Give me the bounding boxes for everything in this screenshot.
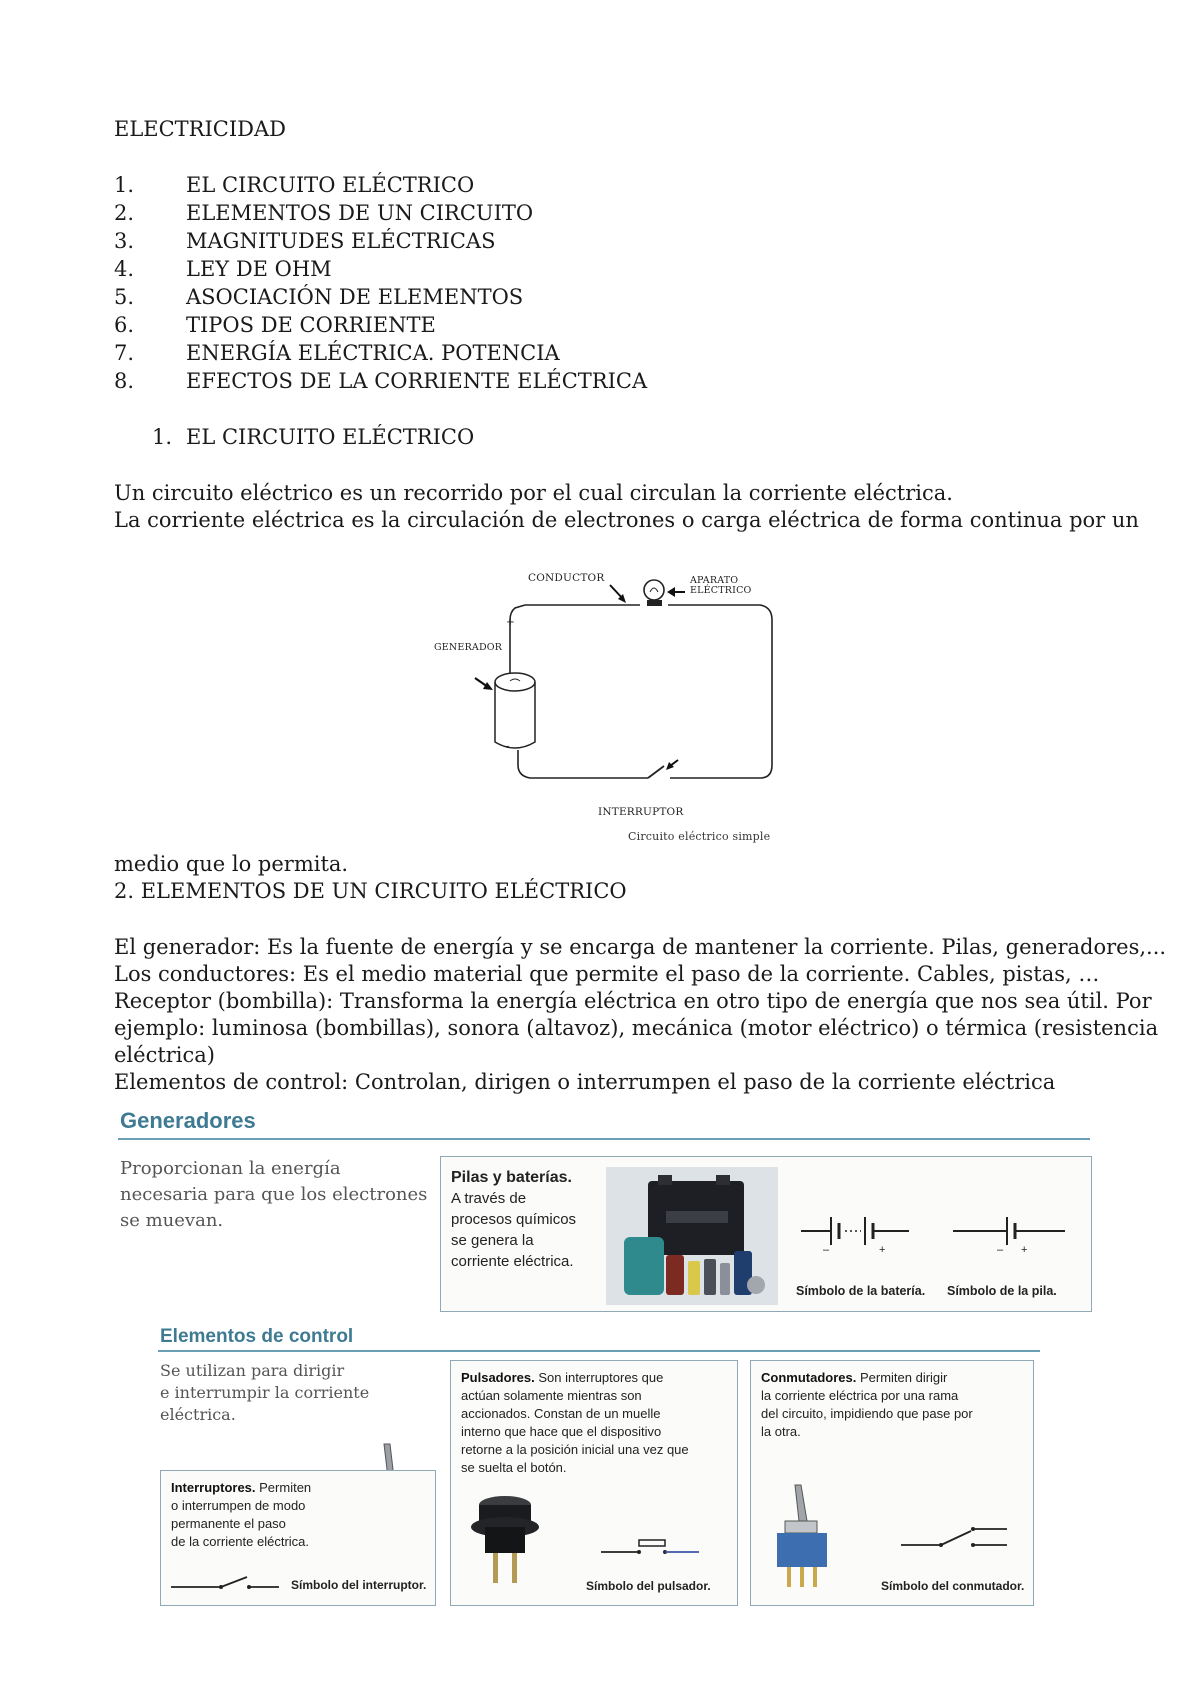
electrico-label: ELÉCTRICO [690, 585, 752, 596]
section2-line: El generador: Es la fuente de energía y se encarga de mantener la corriente. Pilas, generadores,... [114, 935, 1167, 959]
section1-paragraph: Un circuito eléctrico es un recorrido por el cual circulan la corriente eléctrica. [114, 481, 953, 505]
document-title: ELECTRICIDAD [114, 117, 286, 141]
pilas-title: Pilas y baterías. [451, 1169, 572, 1186]
pilas-line: A través de [451, 1190, 527, 1207]
pulsadores-line: Son interruptores que [538, 1370, 664, 1385]
toc-number: 7. [114, 341, 135, 365]
pulsadores-line: actúan solamente mientras son [461, 1388, 642, 1403]
svg-text:–: – [823, 1244, 830, 1256]
pulsadores-line: retorne a la posición inicial una vez que [461, 1442, 689, 1457]
toc-number: 6. [114, 313, 135, 337]
battery-symbol [801, 1207, 941, 1257]
interruptores-description [171, 1479, 311, 1551]
cell-symbol-caption: Símbolo de la pila. [947, 1284, 1057, 1298]
pulsadores-description [461, 1369, 689, 1477]
pulsadores-line: se suelta el botón. [461, 1460, 567, 1475]
interruptor-symbol-caption: Símbolo del interruptor. [291, 1578, 427, 1592]
circuit-diagram [420, 560, 790, 850]
section2-line: Receptor (bombilla): Transforma la energía eléctrica en otro tipo de energía que nos sea útil. Por [114, 989, 1152, 1013]
pulsadores-panel [450, 1360, 738, 1606]
conmutadores-line: la corriente eléctrica por una rama [761, 1388, 959, 1403]
pilas-panel [440, 1156, 1092, 1312]
generadores-lead [120, 1156, 427, 1234]
section2-line: Elementos de control: Controlan, dirigen o interrumpen el paso de la corriente eléctrica [114, 1070, 1056, 1094]
section2-line: Los conductores: Es el medio material que permite el paso de la corriente. Cables, pistas, … [114, 962, 1100, 986]
section2-heading: 2. ELEMENTOS DE UN CIRCUITO ELÉCTRICO [114, 879, 627, 903]
conmutadores-line: Permiten dirigir [859, 1370, 948, 1385]
pulsadores-title: Pulsadores. [461, 1370, 535, 1385]
toc-number: 4. [114, 257, 135, 281]
conmutadores-panel [750, 1360, 1034, 1606]
interruptor-label: INTERRUPTOR [598, 806, 684, 818]
toc-item: MAGNITUDES ELÉCTRICAS [186, 229, 496, 253]
toc-number: 5. [114, 285, 135, 309]
toc-number: 1. [114, 173, 135, 197]
pulsadores-line: interno que hace que el dispositivo [461, 1424, 662, 1439]
section1-paragraph-end: medio que lo permita. [114, 852, 349, 876]
toc-item: ASOCIACIÓN DE ELEMENTOS [186, 285, 524, 309]
lead-line: se muevan. [120, 1210, 224, 1231]
generadores-rule [118, 1138, 1090, 1140]
conmutadores-title: Conmutadores. [761, 1370, 857, 1385]
interruptores-line: Permiten [259, 1480, 312, 1495]
toc-item: TIPOS DE CORRIENTE [186, 313, 436, 337]
lead-line: Proporcionan la energía [120, 1158, 341, 1179]
section1-heading: EL CIRCUITO ELÉCTRICO [186, 425, 475, 449]
interruptores-line: permanente el paso [171, 1516, 286, 1531]
control-rule [158, 1350, 1040, 1352]
pulsadores-line: accionados. Constan de un muelle [461, 1406, 661, 1421]
pilas-line: procesos químicos [451, 1211, 577, 1228]
interruptores-panel [160, 1470, 436, 1606]
section2-line: eléctrica) [114, 1043, 216, 1067]
conmutadores-line: la otra. [761, 1424, 801, 1439]
push-button-photo [465, 1491, 545, 1587]
conductor-label: CONDUCTOR [528, 572, 605, 584]
toc-item: ELEMENTOS DE UN CIRCUITO [186, 201, 534, 225]
generadores-title: Generadores [120, 1108, 256, 1133]
lead-line: Se utilizan para dirigir [160, 1361, 345, 1380]
interruptor-symbol [171, 1571, 281, 1595]
generador-label: GENERADOR [434, 642, 503, 653]
conmutador-symbol [901, 1519, 1011, 1559]
section1-number: 1. [152, 425, 173, 449]
conmutador-photo [769, 1481, 839, 1591]
lead-line: necesaria para que los electrones [120, 1184, 428, 1205]
control-lead [160, 1360, 369, 1426]
interruptores-line: de la corriente eléctrica. [171, 1534, 310, 1549]
minus-sign: – [504, 740, 510, 752]
toc-number: 2. [114, 201, 135, 225]
figure-caption: Circuito eléctrico simple [628, 830, 771, 843]
conmutadores-line: del circuito, impidiendo que pase por [761, 1406, 973, 1421]
svg-text:+: + [879, 1244, 886, 1256]
aparato-label: APARATO [690, 575, 739, 586]
toc-item: LEY DE OHM [186, 257, 332, 281]
interruptores-title: Interruptores. [171, 1480, 256, 1495]
toc-number: 8. [114, 369, 135, 393]
lead-line: e interrumpir la corriente [160, 1383, 370, 1402]
section1-paragraph: La corriente eléctrica es la circulación de electrones o carga eléctrica de forma continua por un [114, 508, 1139, 532]
pulsador-symbol [601, 1536, 701, 1560]
interruptores-line: o interrumpen de modo [171, 1498, 306, 1513]
conmutadores-description [761, 1369, 973, 1441]
cell-symbol [953, 1207, 1073, 1257]
toc-item: EL CIRCUITO ELÉCTRICO [186, 173, 475, 197]
svg-text:+: + [1021, 1244, 1028, 1256]
pulsador-symbol-caption: Símbolo del pulsador. [586, 1579, 711, 1593]
pilas-line: se genera la [451, 1232, 534, 1249]
lead-line: eléctrica. [160, 1405, 236, 1424]
toc-item: ENERGÍA ELÉCTRICA. POTENCIA [186, 341, 560, 365]
plus-sign: + [506, 616, 515, 628]
pilas-description [451, 1167, 576, 1272]
toc-item: EFECTOS DE LA CORRIENTE ELÉCTRICA [186, 369, 648, 393]
svg-text:–: – [997, 1244, 1004, 1256]
section2-line: ejemplo: luminosa (bombillas), sonora (altavoz), mecánica (motor eléctrico) o térmica (resistencia [114, 1016, 1159, 1040]
battery-symbol-caption: Símbolo de la batería. [796, 1284, 926, 1298]
batteries-photo [606, 1167, 778, 1305]
conmutador-symbol-caption: Símbolo del conmutador. [881, 1579, 1025, 1593]
control-title: Elementos de control [160, 1326, 354, 1347]
pilas-line: corriente eléctrica. [451, 1253, 574, 1270]
toc-number: 3. [114, 229, 135, 253]
